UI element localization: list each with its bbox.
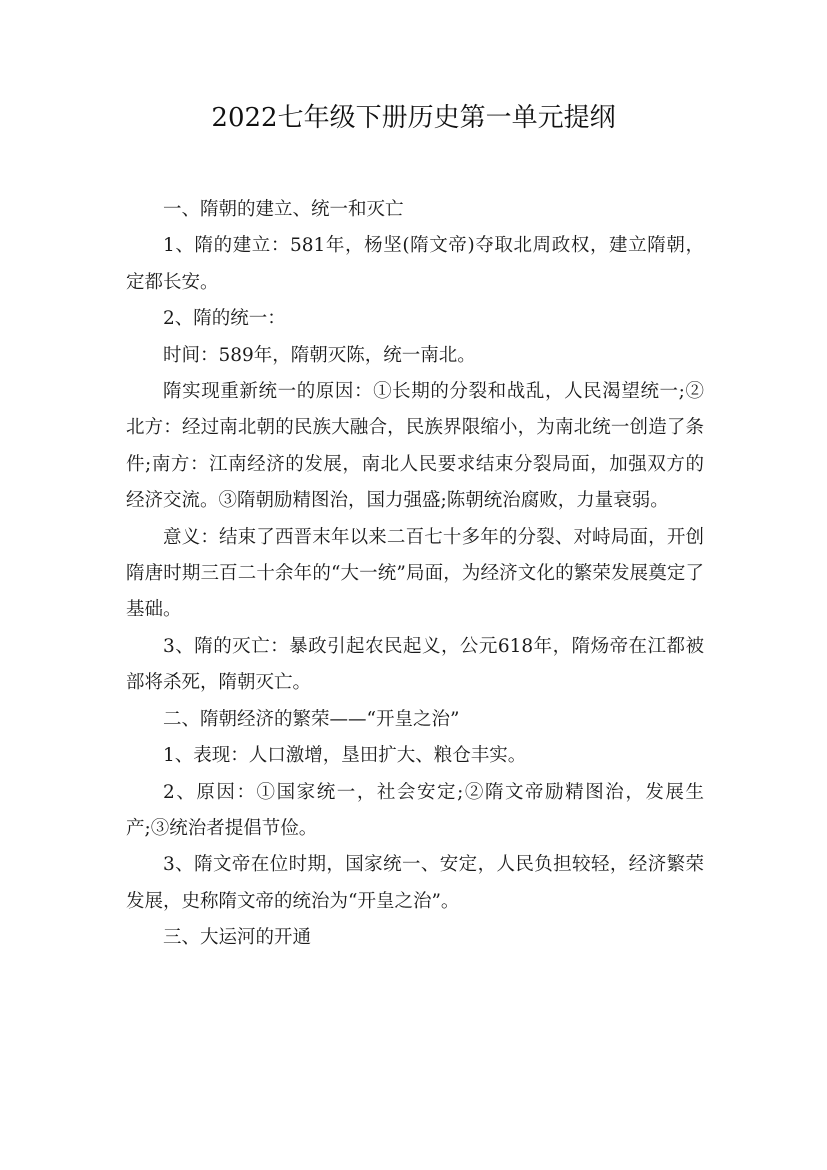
section-heading: 二、隋朝经济的繁荣——“开皇之治” — [163, 708, 460, 730]
paragraph: 1、表现：人口激增，垦田扩大、粮仓丰实。 — [163, 745, 527, 767]
paragraph: 1、隋的建立：581年，杨坚(隋文帝)夺取北周政权，建立隋朝，定都长安。 — [126, 235, 704, 293]
paragraph: 时间：589年，隋朝灭陈，统一南北。 — [163, 344, 476, 366]
paragraph: 隋实现重新统一的原因：①长期的分裂和战乱，人民渴望统一;②北方：经过南北朝的民族大融合，民族界限缩小，为南北统一创造了条件;南方：江南经济的发展，南北人民要求结束分裂局面，加强双方的经济交流。③隋朝励精图治，国力强盛;陈朝统治腐败，力量衰弱。 — [126, 381, 704, 512]
paragraph: 2、原因：①国家统一，社会安定;②隋文帝励精图治，发展生产;③统治者提倡节俭。 — [126, 781, 704, 839]
paragraph: 3、隋文帝在位时期，国家统一、安定，人民负担较轻，经济繁荣发展，史称隋文帝的统治为“开皇之治”。 — [126, 854, 704, 912]
document-body — [126, 192, 704, 957]
section-heading: 一、隋朝的建立、统一和灭亡 — [163, 199, 404, 220]
paragraph: 意义：结束了西晋末年以来二百七十多年的分裂、对峙局面，开创隋唐时期三百二十余年的“大一统”局面，为经济文化的繁荣发展奠定了基础。 — [126, 526, 704, 621]
document-title: 2022七年级下册历史第一单元提纲 — [211, 103, 616, 133]
section-heading: 三、大运河的开通 — [163, 927, 312, 949]
paragraph: 2、隋的统一： — [163, 308, 286, 330]
paragraph: 3、隋的灭亡：暴政引起农民起义，公元618年，隋炀帝在江都被部将杀死，隋朝灭亡。 — [126, 635, 704, 694]
